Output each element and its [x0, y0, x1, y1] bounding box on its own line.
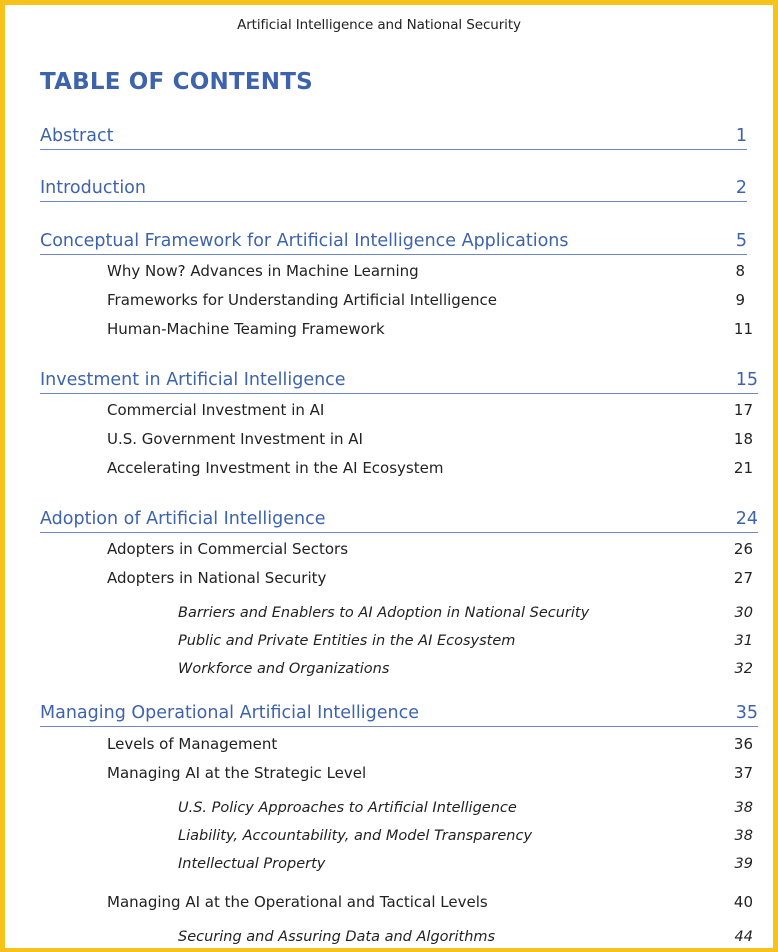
toc-page-number: 11	[733, 320, 753, 338]
toc-link-frameworks-understanding[interactable]	[107, 291, 745, 309]
toc-label: Liability, Accountability, and Model Transparency	[178, 828, 533, 844]
toc-link-barriers-enablers[interactable]	[178, 605, 753, 621]
toc-link-liability[interactable]	[178, 828, 753, 844]
toc-page-number: 37	[733, 764, 753, 782]
toc-page-number: 38	[734, 828, 753, 844]
toc-label: Public and Private Entities in the AI Ecosystem	[178, 633, 516, 649]
toc-label: Managing AI at the Operational and Tactical Levels	[107, 893, 488, 911]
page-title: TABLE OF CONTENTS	[40, 69, 313, 95]
toc-page-number: 8	[735, 262, 745, 280]
toc-link-accelerating-investment[interactable]	[107, 459, 753, 477]
toc-link-adopters-security[interactable]	[107, 569, 753, 587]
toc-label: Adoption of Artificial Intelligence	[40, 509, 326, 529]
toc-link-intellectual-property[interactable]	[178, 856, 753, 872]
toc-label: Adopters in Commercial Sectors	[107, 540, 349, 558]
toc-link-investment[interactable]	[40, 370, 758, 394]
toc-page-number: 35	[735, 703, 758, 723]
toc-page-number: 40	[733, 893, 753, 911]
toc-label: Managing Operational Artificial Intelligence	[40, 703, 419, 723]
toc-page-number: 44	[734, 929, 753, 945]
toc-page-number: 39	[734, 856, 753, 872]
toc-link-commercial-investment[interactable]	[107, 401, 753, 419]
toc-page-number: 18	[733, 430, 753, 448]
toc-label: Adopters in National Security	[107, 569, 327, 587]
toc-page-number: 1	[735, 126, 747, 146]
toc-page-number: 26	[733, 540, 753, 558]
toc-label: Why Now? Advances in Machine Learning	[107, 262, 419, 280]
toc-label: U.S. Government Investment in AI	[107, 430, 363, 448]
toc-label: Investment in Artificial Intelligence	[40, 370, 346, 390]
toc-link-securing-data[interactable]	[178, 929, 753, 945]
toc-page-number: 27	[733, 569, 753, 587]
toc-link-strategic-level[interactable]	[107, 764, 753, 782]
toc-page-number: 24	[735, 509, 758, 529]
toc-label: Frameworks for Understanding Artificial Intelligence	[107, 291, 498, 309]
toc-page-number: 32	[734, 661, 753, 677]
toc-link-adopters-commercial[interactable]	[107, 540, 753, 558]
toc-link-human-machine[interactable]	[107, 320, 753, 338]
toc-link-managing[interactable]	[40, 703, 758, 727]
toc-page-number: 15	[735, 370, 758, 390]
toc-page-number: 36	[733, 735, 753, 753]
toc-label: Barriers and Enablers to AI Adoption in National Security	[178, 605, 590, 621]
toc-label: Managing AI at the Strategic Level	[107, 764, 367, 782]
toc-link-introduction[interactable]	[40, 178, 747, 202]
toc-page-number: 38	[734, 800, 753, 816]
toc-label: Conceptual Framework for Artificial Intelligence Applications	[40, 231, 569, 251]
toc-page-number: 5	[735, 231, 747, 251]
toc-link-why-now[interactable]	[107, 262, 745, 280]
toc-label: Accelerating Investment in the AI Ecosystem	[107, 459, 444, 477]
toc-link-workforce[interactable]	[178, 661, 753, 677]
toc-label: Levels of Management	[107, 735, 278, 753]
toc-label: Intellectual Property	[178, 856, 326, 872]
toc-page-number: 21	[733, 459, 753, 477]
toc-label: Human-Machine Teaming Framework	[107, 320, 385, 338]
toc-link-conceptual-framework[interactable]	[40, 231, 747, 255]
toc-page-number: 9	[735, 291, 745, 309]
running-header: Artificial Intelligence and National Security	[237, 17, 521, 33]
toc-link-operational-tactical[interactable]	[107, 893, 753, 911]
toc-page-number: 17	[733, 401, 753, 419]
toc-link-government-investment[interactable]	[107, 430, 753, 448]
toc-label: U.S. Policy Approaches to Artificial Intelligence	[178, 800, 517, 816]
toc-label: Workforce and Organizations	[178, 661, 390, 677]
toc-label: Introduction	[40, 178, 146, 198]
toc-page-number: 30	[734, 605, 753, 621]
toc-label: Securing and Assuring Data and Algorithms	[178, 929, 496, 945]
toc-link-public-private[interactable]	[178, 633, 753, 649]
toc-page-number: 31	[734, 633, 753, 649]
toc-page-number: 2	[735, 178, 747, 198]
toc-label: Commercial Investment in AI	[107, 401, 325, 419]
toc-link-adoption[interactable]	[40, 509, 758, 533]
toc-link-policy-approaches[interactable]	[178, 800, 753, 816]
toc-label: Abstract	[40, 126, 114, 146]
toc-link-abstract[interactable]	[40, 126, 747, 150]
toc-link-levels-management[interactable]	[107, 735, 753, 753]
